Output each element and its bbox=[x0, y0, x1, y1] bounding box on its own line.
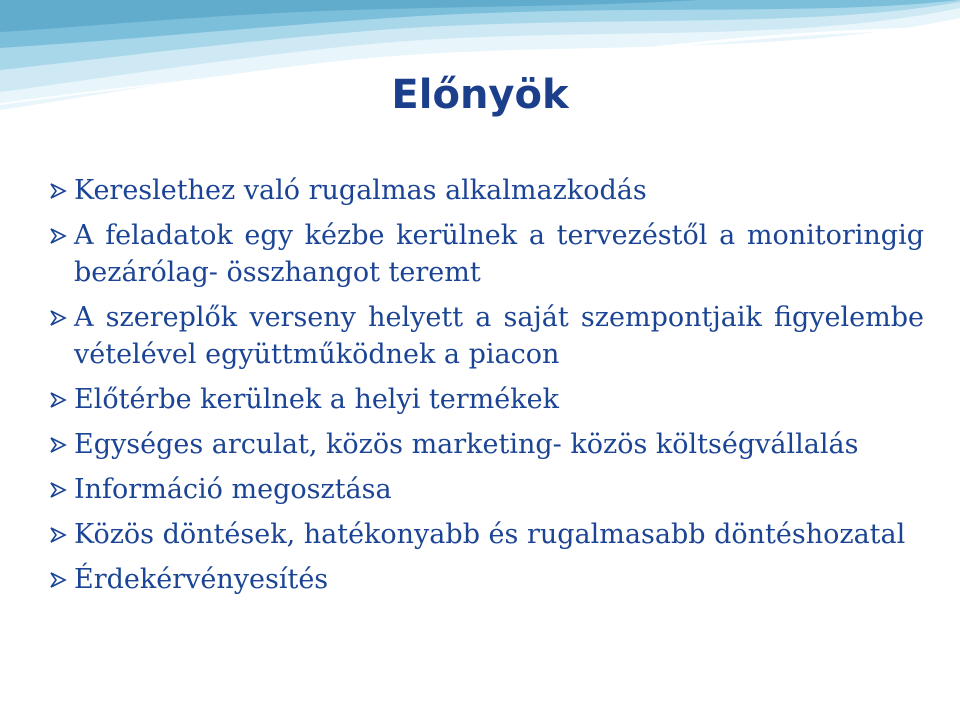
bullet-item bbox=[48, 172, 924, 209]
bullet-text: Érdekérvényesítés bbox=[74, 564, 329, 595]
bullet-item bbox=[48, 381, 924, 418]
bullet-text: Információ megosztása bbox=[74, 474, 392, 505]
bullet-text: Közös döntések, hatékonyabb és rugalmasabb döntéshozatal bbox=[74, 519, 906, 550]
bullet-item bbox=[48, 426, 924, 463]
bullet-item bbox=[48, 217, 924, 291]
chevron-arrow-icon bbox=[48, 435, 68, 455]
chevron-arrow-icon bbox=[48, 570, 68, 590]
bullet-text: Kereslethez való rugalmas alkalmazkodás bbox=[74, 175, 647, 206]
chevron-arrow-icon bbox=[48, 226, 68, 246]
bullet-item bbox=[48, 471, 924, 508]
chevron-arrow-icon bbox=[48, 480, 68, 500]
chevron-arrow-icon bbox=[48, 181, 68, 201]
bullet-text: Előtérbe kerülnek a helyi termékek bbox=[74, 384, 559, 415]
slide-title: Előnyök bbox=[391, 72, 569, 118]
chevron-arrow-icon bbox=[48, 308, 68, 328]
bullet-item bbox=[48, 516, 924, 553]
bullet-item bbox=[48, 299, 924, 373]
bullet-list bbox=[48, 172, 924, 606]
bullet-text: A szereplők verseny helyett a saját szempontjaik figyelembe vételével együttműködnek a piacon bbox=[74, 302, 924, 370]
bullet-text: A feladatok egy kézbe kerülnek a tervezéstől a monitoringig bezárólag- összhangot teremt bbox=[74, 220, 924, 288]
chevron-arrow-icon bbox=[48, 390, 68, 410]
bullet-text: Egységes arculat, közös marketing- közös költségvállalás bbox=[74, 429, 859, 460]
bullet-item bbox=[48, 561, 924, 598]
chevron-arrow-icon bbox=[48, 525, 68, 545]
